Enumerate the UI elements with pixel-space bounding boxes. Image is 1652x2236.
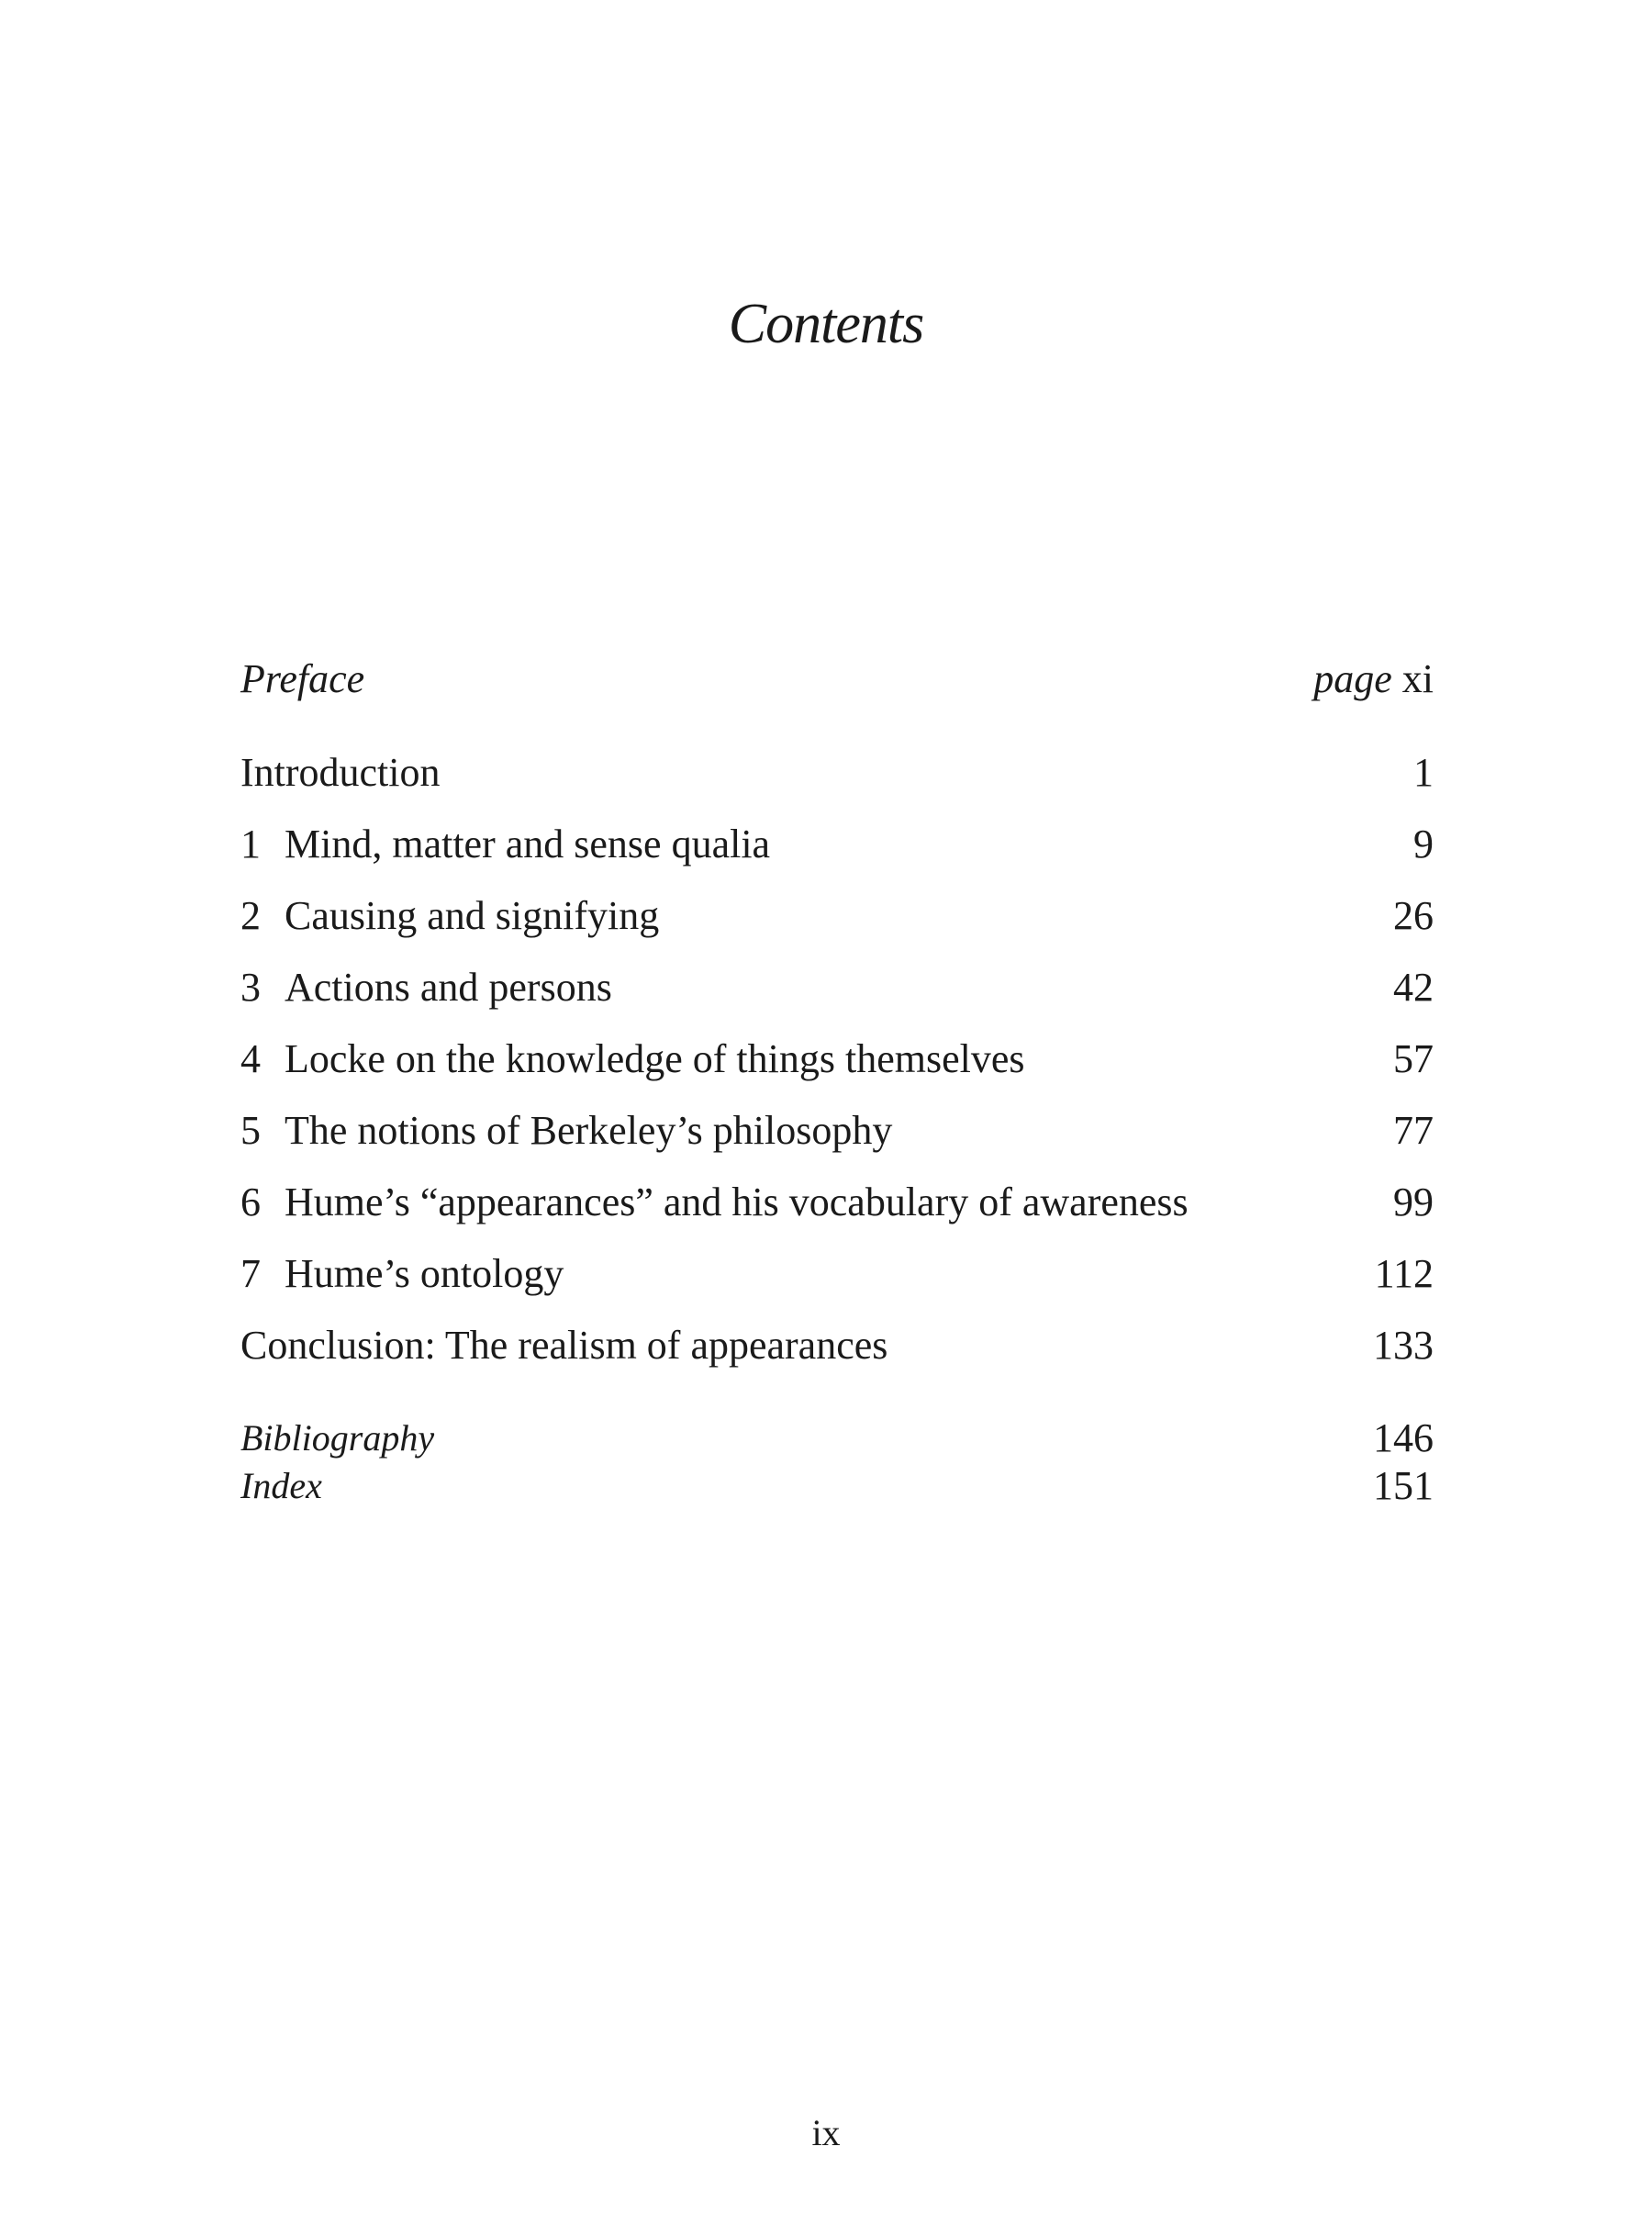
toc-entry-page: 77 (1393, 1108, 1434, 1153)
toc-entry-label (240, 1175, 1189, 1230)
toc-entry-chapter (240, 1103, 1434, 1158)
chapter-title: Mind, matter and sense qualia (285, 822, 771, 866)
toc-entry-conclusion (240, 1318, 1434, 1373)
toc-entry-chapter (240, 889, 1434, 944)
chapter-title: Causing and signifying (285, 893, 660, 938)
toc-entry-page: 1 (1413, 750, 1434, 795)
chapter-number: 7 (240, 1251, 261, 1296)
toc-entry-label: Bibliography (240, 1417, 435, 1459)
toc-entry-bibliography (240, 1414, 1434, 1462)
page-number-footer: ix (811, 2112, 841, 2153)
chapter-title: Locke on the knowledge of things themselves (285, 1036, 1025, 1081)
toc-entry-label: Preface (240, 656, 365, 701)
page-prefix: page (1313, 656, 1392, 701)
chapter-number: 2 (240, 893, 261, 938)
toc-entry-label: Conclusion: The realism of appearances (240, 1323, 888, 1368)
chapter-number: 5 (240, 1108, 261, 1153)
toc-entry-page: 112 (1374, 1251, 1434, 1296)
toc-entry-page: 151 (1373, 1463, 1434, 1508)
toc-entry-page: 57 (1393, 1036, 1434, 1081)
chapter-number: 1 (240, 822, 261, 866)
page-number: xi (1401, 656, 1434, 701)
toc-entry-label (240, 1247, 564, 1302)
toc-entry-label (240, 960, 612, 1015)
toc-entry-page: 42 (1393, 965, 1434, 1010)
toc-entry-label: Index (240, 1465, 322, 1506)
toc-entry-page (1313, 652, 1434, 707)
toc-entry-label (240, 889, 659, 944)
toc-entry-chapter (240, 1175, 1434, 1230)
toc-entry-page: 99 (1393, 1179, 1434, 1224)
chapter-number: 6 (240, 1179, 261, 1224)
page-title: Contents (728, 293, 924, 355)
toc-entry-label: Introduction (240, 750, 441, 795)
toc-entry-page: 146 (1373, 1415, 1434, 1460)
toc-entry-label (240, 817, 770, 872)
toc-entry-label (240, 1103, 892, 1158)
chapter-number: 4 (240, 1036, 261, 1081)
toc-entry-chapter (240, 960, 1434, 1015)
toc-entry-page: 9 (1413, 822, 1434, 866)
chapter-title: Hume’s ontology (285, 1251, 564, 1296)
toc-entry-chapter (240, 1032, 1434, 1087)
chapter-title: The notions of Berkeley’s philosophy (285, 1108, 893, 1153)
toc-entry-chapter (240, 817, 1434, 872)
toc-entry-introduction (240, 745, 1434, 800)
toc-entry-label (240, 1032, 1024, 1087)
toc-entry-chapter (240, 1247, 1434, 1302)
chapter-title: Actions and persons (285, 965, 612, 1010)
chapter-title: Hume’s “appearances” and his vocabulary of awareness (285, 1179, 1189, 1224)
toc-entry-page: 133 (1373, 1323, 1434, 1368)
toc-entry-index (240, 1462, 1434, 1510)
toc-entry-page: 26 (1393, 893, 1434, 938)
toc-entry-preface (240, 652, 1434, 707)
chapter-number: 3 (240, 965, 261, 1010)
